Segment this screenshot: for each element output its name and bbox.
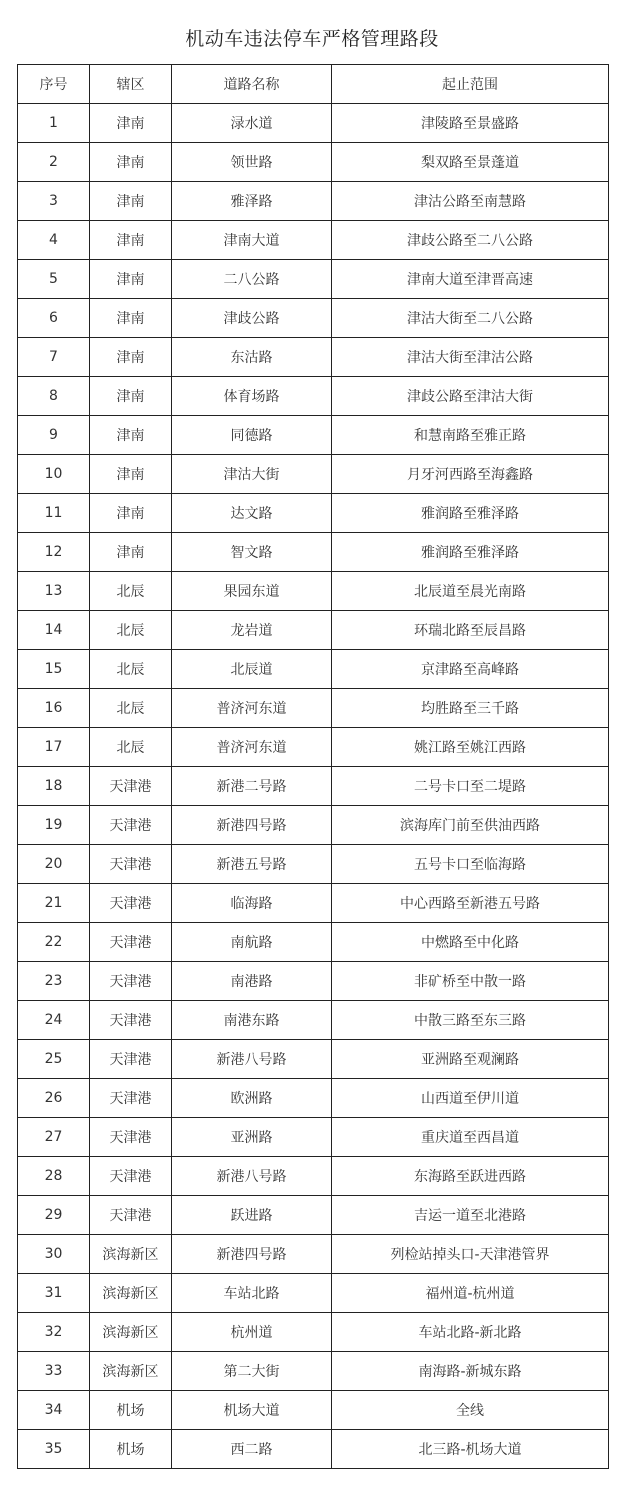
table-row [18,962,609,1001]
cell-district: 滨海新区 [90,1352,172,1391]
page-title: 机动车违法停车严格管理路段 [185,28,439,50]
cell-range: 津沽大街至津沽公路 [332,338,609,377]
table-row [18,845,609,884]
cell-range: 津歧公路至津沽大街 [332,377,609,416]
cell-no: 22 [18,923,90,962]
table-row [18,767,609,806]
cell-road-name: 欧洲路 [172,1079,332,1118]
table-row [18,923,609,962]
cell-range: 二号卡口至二堤路 [332,767,609,806]
cell-range: 重庆道至西昌道 [332,1118,609,1157]
table-row [18,455,609,494]
table-row [18,806,609,845]
cell-district: 天津港 [90,1157,172,1196]
table-row [18,1118,609,1157]
cell-district: 天津港 [90,1001,172,1040]
cell-range: 中心西路至新港五号路 [332,884,609,923]
table-row [18,377,609,416]
cell-road-name: 体育场路 [172,377,332,416]
cell-no: 2 [18,143,90,182]
cell-road-name: 杭州道 [172,1313,332,1352]
header-no: 序号 [18,65,90,104]
cell-road-name: 西二路 [172,1430,332,1469]
cell-no: 17 [18,728,90,767]
cell-no: 26 [18,1079,90,1118]
cell-no: 24 [18,1001,90,1040]
cell-range: 梨双路至景蓬道 [332,143,609,182]
cell-district: 津南 [90,416,172,455]
cell-range: 津沽大街至二八公路 [332,299,609,338]
table-row [18,1157,609,1196]
cell-district: 津南 [90,182,172,221]
table-row [18,1196,609,1235]
cell-no: 33 [18,1352,90,1391]
cell-district: 津南 [90,338,172,377]
cell-road-name: 普济河东道 [172,728,332,767]
cell-district: 天津港 [90,884,172,923]
header-road-name: 道路名称 [172,65,332,104]
cell-district: 津南 [90,260,172,299]
cell-road-name: 普济河东道 [172,689,332,728]
cell-no: 6 [18,299,90,338]
cell-range: 津陵路至景盛路 [332,104,609,143]
cell-district: 天津港 [90,1040,172,1079]
cell-no: 32 [18,1313,90,1352]
cell-road-name: 东沽路 [172,338,332,377]
cell-road-name: 果园东道 [172,572,332,611]
cell-no: 25 [18,1040,90,1079]
cell-no: 21 [18,884,90,923]
cell-range: 津南大道至津晋高速 [332,260,609,299]
cell-district: 北辰 [90,728,172,767]
table-row [18,182,609,221]
cell-district: 津南 [90,377,172,416]
cell-district: 津南 [90,221,172,260]
cell-road-name: 达文路 [172,494,332,533]
cell-range: 京津路至高峰路 [332,650,609,689]
table-row [18,1313,609,1352]
table-header-row [18,65,609,104]
cell-road-name: 津南大道 [172,221,332,260]
cell-road-name: 雅泽路 [172,182,332,221]
cell-road-name: 临海路 [172,884,332,923]
cell-road-name: 机场大道 [172,1391,332,1430]
cell-district: 北辰 [90,611,172,650]
cell-no: 15 [18,650,90,689]
table-row [18,533,609,572]
cell-road-name: 南港东路 [172,1001,332,1040]
cell-road-name: 同德路 [172,416,332,455]
cell-range: 雅润路至雅泽路 [332,533,609,572]
table-row [18,1391,609,1430]
cell-range: 雅润路至雅泽路 [332,494,609,533]
cell-district: 津南 [90,143,172,182]
cell-road-name: 新港八号路 [172,1040,332,1079]
header-district: 辖区 [90,65,172,104]
cell-range: 福州道-杭州道 [332,1274,609,1313]
cell-range: 列检站掉头口-天津港管界 [332,1235,609,1274]
cell-district: 津南 [90,299,172,338]
table-row [18,1430,609,1469]
cell-road-name: 新港二号路 [172,767,332,806]
header-range: 起止范围 [332,65,609,104]
cell-range: 姚江路至姚江西路 [332,728,609,767]
cell-road-name: 亚洲路 [172,1118,332,1157]
cell-no: 5 [18,260,90,299]
cell-road-name: 津歧公路 [172,299,332,338]
table-row [18,884,609,923]
cell-no: 3 [18,182,90,221]
cell-district: 津南 [90,455,172,494]
cell-district: 津南 [90,494,172,533]
cell-district: 天津港 [90,767,172,806]
table-row [18,260,609,299]
cell-no: 13 [18,572,90,611]
cell-district: 天津港 [90,923,172,962]
cell-district: 滨海新区 [90,1274,172,1313]
table-body [18,104,609,1469]
cell-no: 1 [18,104,90,143]
cell-road-name: 车站北路 [172,1274,332,1313]
cell-no: 31 [18,1274,90,1313]
cell-range: 环瑞北路至辰昌路 [332,611,609,650]
cell-range: 五号卡口至临海路 [332,845,609,884]
cell-no: 16 [18,689,90,728]
cell-no: 11 [18,494,90,533]
table-row [18,299,609,338]
table-row [18,1274,609,1313]
cell-range: 月牙河西路至海鑫路 [332,455,609,494]
table-row [18,104,609,143]
table-row [18,338,609,377]
cell-range: 东海路至跃进西路 [332,1157,609,1196]
cell-no: 20 [18,845,90,884]
cell-range: 均胜路至三千路 [332,689,609,728]
cell-range: 全线 [332,1391,609,1430]
cell-district: 天津港 [90,962,172,1001]
table-row [18,221,609,260]
table-row [18,416,609,455]
cell-road-name: 领世路 [172,143,332,182]
cell-road-name: 南航路 [172,923,332,962]
cell-road-name: 智文路 [172,533,332,572]
table-row [18,1235,609,1274]
cell-no: 9 [18,416,90,455]
cell-district: 北辰 [90,689,172,728]
cell-district: 北辰 [90,650,172,689]
cell-district: 机场 [90,1391,172,1430]
table-row [18,494,609,533]
cell-road-name: 北辰道 [172,650,332,689]
cell-no: 12 [18,533,90,572]
cell-no: 28 [18,1157,90,1196]
cell-range: 北三路-机场大道 [332,1430,609,1469]
cell-road-name: 新港八号路 [172,1157,332,1196]
cell-range: 北辰道至晨光南路 [332,572,609,611]
cell-no: 27 [18,1118,90,1157]
cell-range: 津歧公路至二八公路 [332,221,609,260]
cell-road-name: 跃进路 [172,1196,332,1235]
table-row [18,611,609,650]
table-row [18,1001,609,1040]
cell-no: 7 [18,338,90,377]
road-table [17,64,609,1469]
cell-district: 天津港 [90,845,172,884]
cell-range: 滨海库门前至供油西路 [332,806,609,845]
table-row [18,1040,609,1079]
cell-road-name: 南港路 [172,962,332,1001]
cell-no: 18 [18,767,90,806]
cell-district: 天津港 [90,1196,172,1235]
cell-range: 中散三路至东三路 [332,1001,609,1040]
table-row [18,143,609,182]
cell-range: 吉运一道至北港路 [332,1196,609,1235]
table-row [18,728,609,767]
cell-road-name: 二八公路 [172,260,332,299]
cell-no: 29 [18,1196,90,1235]
cell-range: 南海路-新城东路 [332,1352,609,1391]
cell-district: 天津港 [90,1118,172,1157]
cell-district: 滨海新区 [90,1313,172,1352]
cell-district: 天津港 [90,806,172,845]
cell-district: 天津港 [90,1079,172,1118]
cell-district: 津南 [90,104,172,143]
cell-road-name: 渌水道 [172,104,332,143]
table-row [18,650,609,689]
cell-district: 机场 [90,1430,172,1469]
cell-road-name: 新港四号路 [172,1235,332,1274]
table-row [18,572,609,611]
cell-no: 14 [18,611,90,650]
cell-no: 30 [18,1235,90,1274]
cell-no: 19 [18,806,90,845]
cell-road-name: 龙岩道 [172,611,332,650]
cell-road-name: 新港四号路 [172,806,332,845]
cell-road-name: 新港五号路 [172,845,332,884]
cell-no: 23 [18,962,90,1001]
cell-no: 35 [18,1430,90,1469]
cell-no: 8 [18,377,90,416]
cell-range: 山西道至伊川道 [332,1079,609,1118]
cell-district: 北辰 [90,572,172,611]
cell-range: 车站北路-新北路 [332,1313,609,1352]
cell-range: 亚洲路至观澜路 [332,1040,609,1079]
cell-range: 和慧南路至雅正路 [332,416,609,455]
table-row [18,1352,609,1391]
cell-road-name: 津沽大街 [172,455,332,494]
cell-road-name: 第二大街 [172,1352,332,1391]
cell-district: 滨海新区 [90,1235,172,1274]
cell-no: 34 [18,1391,90,1430]
cell-no: 4 [18,221,90,260]
cell-no: 10 [18,455,90,494]
cell-range: 津沽公路至南慧路 [332,182,609,221]
table-row [18,689,609,728]
cell-range: 非矿桥至中散一路 [332,962,609,1001]
cell-district: 津南 [90,533,172,572]
table-row [18,1079,609,1118]
cell-range: 中燃路至中化路 [332,923,609,962]
